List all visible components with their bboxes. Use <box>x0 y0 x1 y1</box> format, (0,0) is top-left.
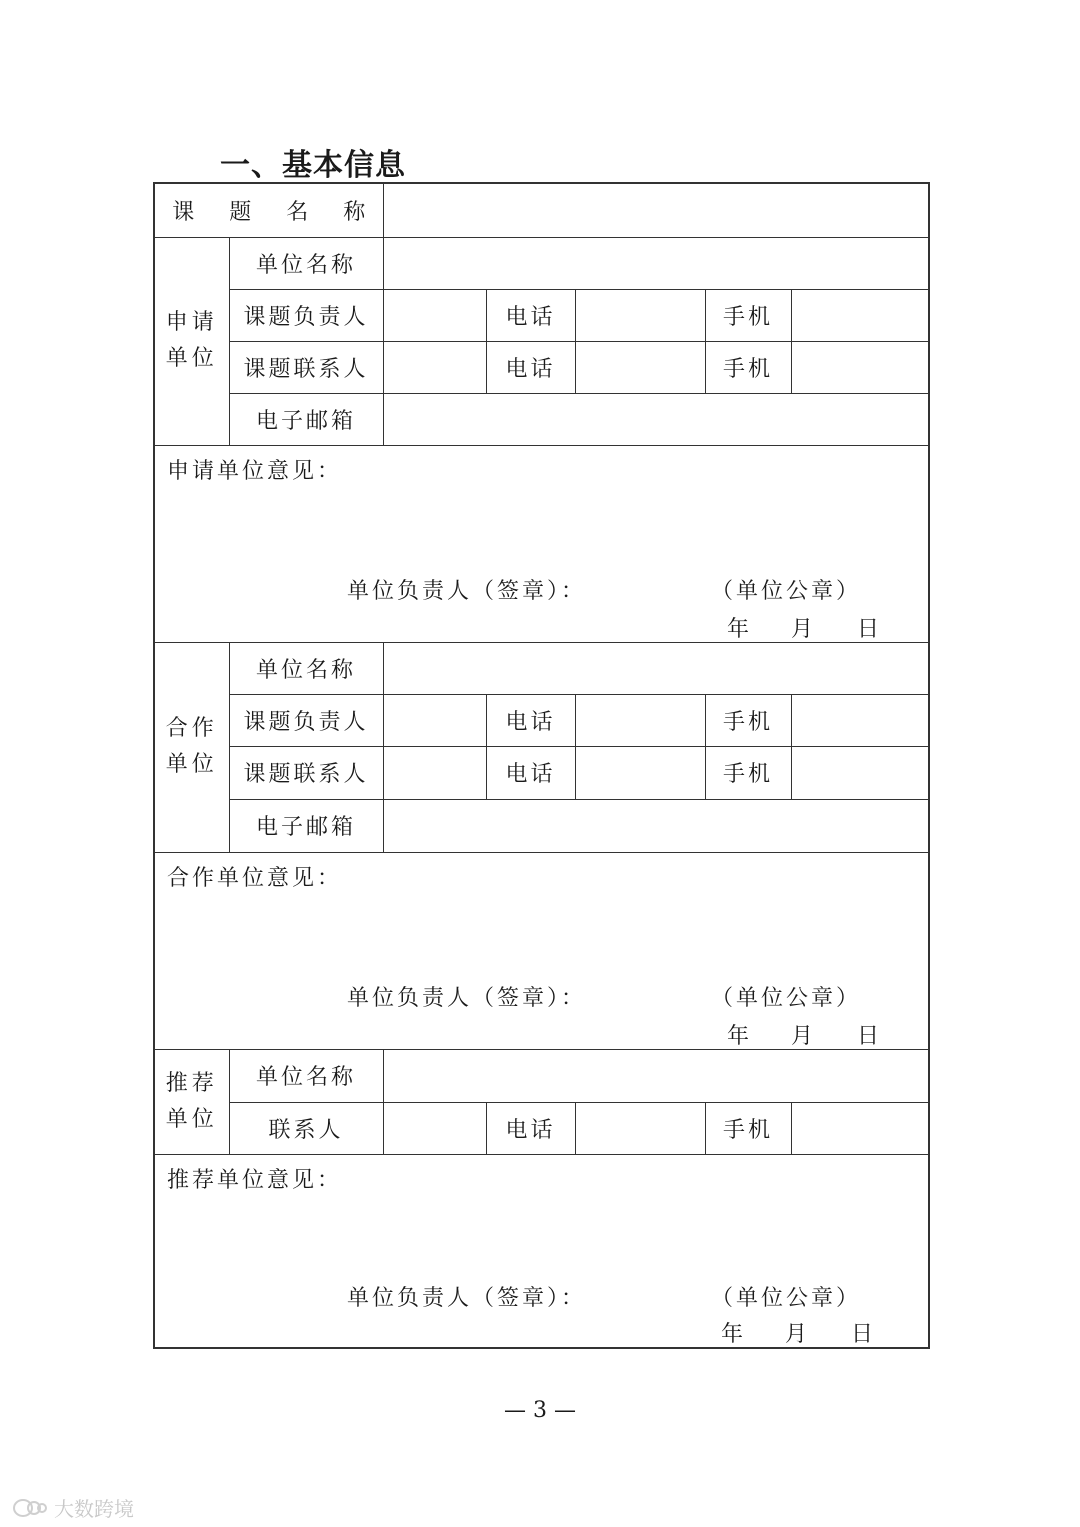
partner-leader-phone-field[interactable] <box>575 694 705 746</box>
applicant-side-label: 申请 单位 <box>154 237 229 445</box>
watermark-logo-icon <box>12 1497 48 1519</box>
partner-contact-row <box>154 746 929 799</box>
applicant-contact-row <box>154 341 929 393</box>
partner-contact-label: 课题联系人 <box>229 746 383 799</box>
section-title: 一、基本信息 <box>220 148 406 183</box>
applicant-contact-mobile-field[interactable] <box>791 341 929 393</box>
recommender-opinion-box[interactable] <box>154 1154 929 1348</box>
partner-email-row <box>154 799 929 852</box>
partner-leader-mobile-field[interactable] <box>791 694 929 746</box>
applicant-opinion-row <box>154 445 929 642</box>
partner-leader-label: 课题负责人 <box>229 694 383 746</box>
partner-contact-mobile-field[interactable] <box>791 746 929 799</box>
page-number: — 3 — <box>504 1398 576 1423</box>
partner-leader-phone-label: 电话 <box>486 694 575 746</box>
applicant-unit-name-label: 单位名称 <box>229 237 383 289</box>
recommender-leader-sign: 单位负责人（签章）： <box>347 1285 587 1311</box>
partner-opinion-label: 合作单位意见： <box>167 865 343 891</box>
topic-name-label: 课 题 名 称 <box>154 183 383 237</box>
recommender-date-month: 月 <box>785 1321 808 1347</box>
applicant-leader-field[interactable] <box>383 289 486 341</box>
applicant-leader-sign: 单位负责人（签章）： <box>347 578 587 604</box>
partner-leader-sign: 单位负责人（签章）： <box>347 985 587 1011</box>
applicant-leader-label: 课题负责人 <box>229 289 383 341</box>
partner-seal: （单位公章） <box>711 985 862 1011</box>
partner-email-field[interactable] <box>383 799 929 852</box>
recommender-unit-name-label: 单位名称 <box>229 1049 383 1102</box>
recommender-date-day: 日 <box>851 1321 874 1347</box>
partner-leader-mobile-label: 手机 <box>705 694 791 746</box>
applicant-opinion-box[interactable] <box>154 445 929 642</box>
applicant-leader-phone-field[interactable] <box>575 289 705 341</box>
watermark-text: 大数跨境 <box>54 1497 134 1521</box>
partner-contact-mobile-label: 手机 <box>705 746 791 799</box>
applicant-contact-phone-label: 电话 <box>486 341 575 393</box>
applicant-date-month: 月 <box>791 616 814 642</box>
partner-opinion-row <box>154 852 929 1049</box>
applicant-date-year: 年 <box>727 616 750 642</box>
applicant-leader-mobile-label: 手机 <box>705 289 791 341</box>
partner-unit-name-row <box>154 642 929 694</box>
applicant-date-day: 日 <box>857 616 880 642</box>
recommender-opinion-label: 推荐单位意见： <box>167 1167 343 1193</box>
recommender-side-label: 推荐 单位 <box>154 1049 229 1154</box>
watermark <box>12 1493 134 1522</box>
partner-date-day: 日 <box>857 1023 880 1049</box>
recommender-seal: （单位公章） <box>711 1285 862 1311</box>
applicant-opinion-label: 申请单位意见： <box>167 458 343 484</box>
recommender-contact-field[interactable] <box>383 1102 486 1154</box>
applicant-leader-mobile-field[interactable] <box>791 289 929 341</box>
recommender-unit-name-row <box>154 1049 929 1102</box>
applicant-contact-phone-field[interactable] <box>575 341 705 393</box>
recommender-date-year: 年 <box>721 1321 744 1347</box>
topic-name-row <box>154 183 929 237</box>
recommender-mobile-field[interactable] <box>791 1102 929 1154</box>
partner-side-label: 合作 单位 <box>154 642 229 852</box>
partner-unit-name-label: 单位名称 <box>229 642 383 694</box>
partner-leader-row <box>154 694 929 746</box>
applicant-leader-phone-label: 电话 <box>486 289 575 341</box>
applicant-contact-mobile-label: 手机 <box>705 341 791 393</box>
partner-leader-field[interactable] <box>383 694 486 746</box>
applicant-unit-name-row <box>154 237 929 289</box>
topic-name-field[interactable] <box>383 183 929 237</box>
applicant-email-row <box>154 393 929 445</box>
applicant-contact-field[interactable] <box>383 341 486 393</box>
recommender-contact-row <box>154 1102 929 1154</box>
applicant-email-field[interactable] <box>383 393 929 445</box>
applicant-seal: （单位公章） <box>711 578 862 604</box>
partner-date-month: 月 <box>791 1023 814 1049</box>
recommender-phone-field[interactable] <box>575 1102 705 1154</box>
recommender-contact-label: 联系人 <box>229 1102 383 1154</box>
recommender-mobile-label: 手机 <box>705 1102 791 1154</box>
partner-unit-name-field[interactable] <box>383 642 929 694</box>
recommender-phone-label: 电话 <box>486 1102 575 1154</box>
applicant-unit-name-field[interactable] <box>383 237 929 289</box>
partner-email-label: 电子邮箱 <box>229 799 383 852</box>
basic-info-form <box>153 182 930 1349</box>
recommender-unit-name-field[interactable] <box>383 1049 929 1102</box>
partner-opinion-box[interactable] <box>154 852 929 1049</box>
applicant-leader-row <box>154 289 929 341</box>
applicant-email-label: 电子邮箱 <box>229 393 383 445</box>
partner-date-year: 年 <box>727 1023 750 1049</box>
partner-contact-phone-label: 电话 <box>486 746 575 799</box>
partner-contact-field[interactable] <box>383 746 486 799</box>
partner-contact-phone-field[interactable] <box>575 746 705 799</box>
applicant-contact-label: 课题联系人 <box>229 341 383 393</box>
recommender-opinion-row <box>154 1154 929 1348</box>
